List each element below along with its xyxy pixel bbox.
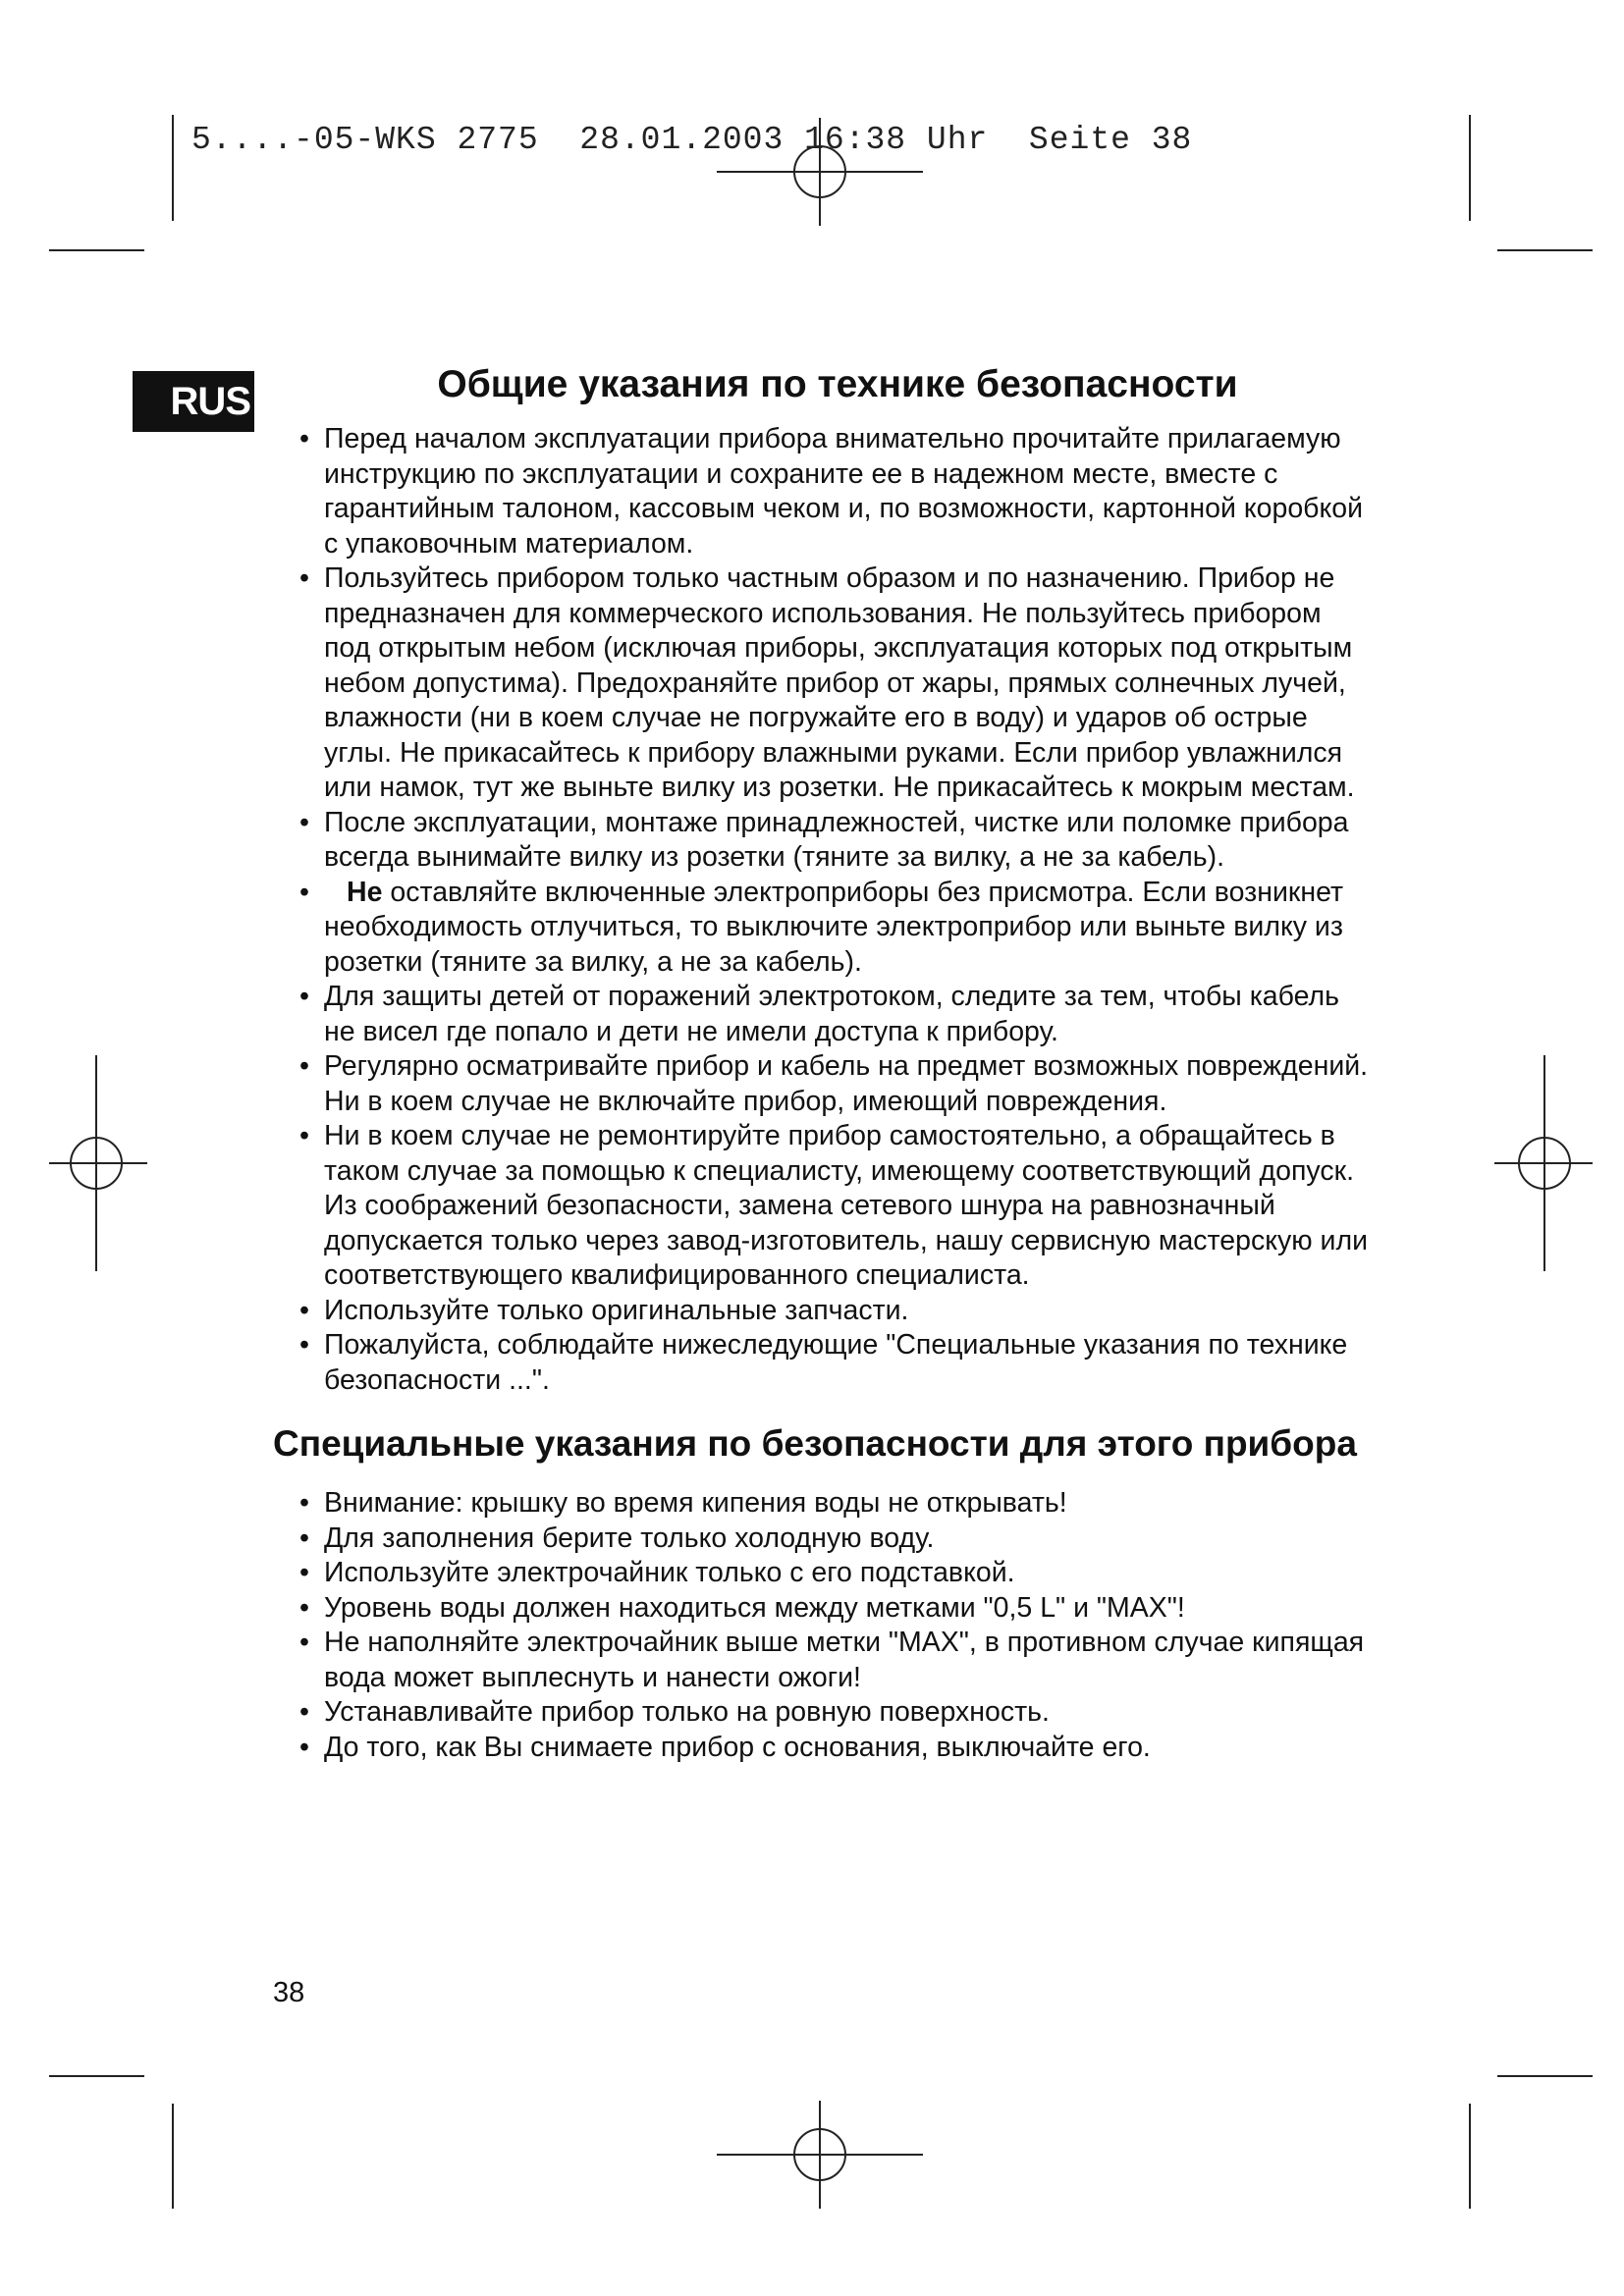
page-content	[273, 363, 1373, 1765]
list-item	[273, 1626, 1373, 1695]
list-item-text: Для защиты детей от поражений электротоком, следите за тем, чтобы кабель не висел где попало и дети не имели доступа к прибору.	[324, 981, 1340, 1047]
page-number: 38	[273, 1977, 305, 2008]
bullet-icon: •	[299, 423, 309, 454]
bullet-icon: •	[299, 1329, 309, 1361]
bullet-icon: •	[299, 1696, 309, 1728]
bullet-icon: •	[299, 981, 309, 1012]
print-header: 5....-05-WKS 2775 28.01.2003 16:38 Uhr Seite 38	[191, 122, 1193, 158]
list-item-text: Пожалуйста, соблюдайте нижеследующие "Специальные указания по технике безопасности ...".	[324, 1329, 1348, 1396]
list-item	[273, 980, 1373, 1049]
list-item	[273, 561, 1373, 806]
list-item-text: После эксплуатации, монтаже принадлежностей, чистке или поломке прибора всегда вынимайте вилку из розетки (тяните за вилку, а не за кабель).	[324, 806, 1349, 873]
list-item	[273, 1486, 1373, 1522]
bullet-icon: •	[299, 1120, 309, 1151]
list-item-text: Для заполнения берите только холодную воду.	[324, 1522, 935, 1554]
list-item-text: Внимание: крышку во время кипения воды не открывать!	[324, 1487, 1067, 1519]
list-item	[273, 1731, 1373, 1766]
list-item	[273, 1328, 1373, 1398]
list-item-text: Регулярно осматривайте прибор и кабель на предмет возможных повреждений. Ни в коем случае не включайте прибор, имеющий повреждения.	[324, 1050, 1369, 1117]
list-item-text: Пользуйтесь прибором только частным образом и по назначению. Прибор не предназначен для коммерческого использования. Не пользуйтесь прибором под открытым небом (исключая приборы, эксплуатация которых под открытым небом допустима). Предохраняйте прибор от жары, прямых солнечных лучей, влажности (ни в коем случае не погружайте его в воду) и ударов об острые углы. Не прикасайтесь к прибору влажными руками. Если прибор увлажнился или намок, тут же выньте вилку из розетки. Не прикасайтесь к мокрым местам.	[324, 562, 1355, 803]
list-item	[273, 1591, 1373, 1627]
bullet-icon: •	[299, 1627, 309, 1658]
bullet-icon: •	[299, 1591, 309, 1624]
list-item-emphasis: Не	[347, 876, 383, 908]
bullet-icon: •	[299, 1050, 309, 1082]
bullet-icon: •	[299, 1487, 309, 1519]
list-item	[273, 806, 1373, 876]
list-item-text: Используйте только оригинальные запчасти.	[324, 1294, 909, 1326]
bullet-icon: •	[299, 806, 309, 838]
list-item-text: До того, как Вы снимаете прибор с основания, выключайте его.	[324, 1731, 1151, 1763]
bullet-icon: •	[299, 1557, 309, 1588]
list-item-text: оставляйте включенные электроприборы без присмотра. Если возникнет необходимость отлучиться, то выключите электроприбор или выньте вилку из розетки (тяните за вилку, а не за кабель).	[324, 876, 1344, 978]
list-item	[273, 1294, 1373, 1329]
list-item-text: Используйте электрочайник только с его подставкой.	[324, 1557, 1015, 1588]
list-item	[273, 876, 1373, 981]
section-title-general-safety: Общие указания по технике безопасности	[437, 363, 1238, 405]
list-item-text: Ни в коем случае не ремонтируйте прибор самостоятельно, а обращайтесь в таком случае за помощью к специалисту, имеющему соответствующий допуск. Из соображений безопасности, замена сетевого шнура на равнозначный допускается только через завод-изготовитель, нашу сервисную мастерскую или соответствующего квалифицированного специалиста.	[324, 1120, 1369, 1291]
section-title-special-safety: Специальные указания по безопасности для этого прибора	[273, 1423, 1357, 1464]
list-item	[273, 1049, 1373, 1119]
list-item	[273, 1522, 1373, 1557]
bullet-icon: •	[299, 1294, 309, 1326]
list-item	[273, 422, 1373, 561]
list-item	[273, 1695, 1373, 1731]
list-item-text: Устанавливайте прибор только на ровную поверхность.	[324, 1696, 1050, 1728]
list-item	[273, 1556, 1373, 1591]
language-badge: RUS	[133, 371, 254, 432]
bullet-icon: •	[299, 1731, 309, 1763]
general-safety-list	[273, 422, 1373, 1398]
bullet-icon: •	[299, 1522, 309, 1554]
list-item	[273, 1119, 1373, 1294]
bullet-icon: •	[299, 562, 309, 594]
list-item-text: Не наполняйте электрочайник выше метки "MAX", в противном случае кипящая вода может выплеснуть и нанести ожоги!	[324, 1627, 1365, 1693]
list-item-text: Перед началом эксплуатации прибора внимательно прочитайте прилагаемую инструкцию по эксплуатации и сохраните ее в надежном месте, вместе с гарантийным талоном, кассовым чеком и, по возможности, картонной коробкой с упаковочным материалом.	[324, 423, 1364, 560]
list-item-text: Уровень воды должен находиться между метками "0,5 L" и "MAX"!	[324, 1591, 1185, 1624]
special-safety-list	[273, 1486, 1373, 1765]
bullet-icon: •	[299, 876, 309, 908]
